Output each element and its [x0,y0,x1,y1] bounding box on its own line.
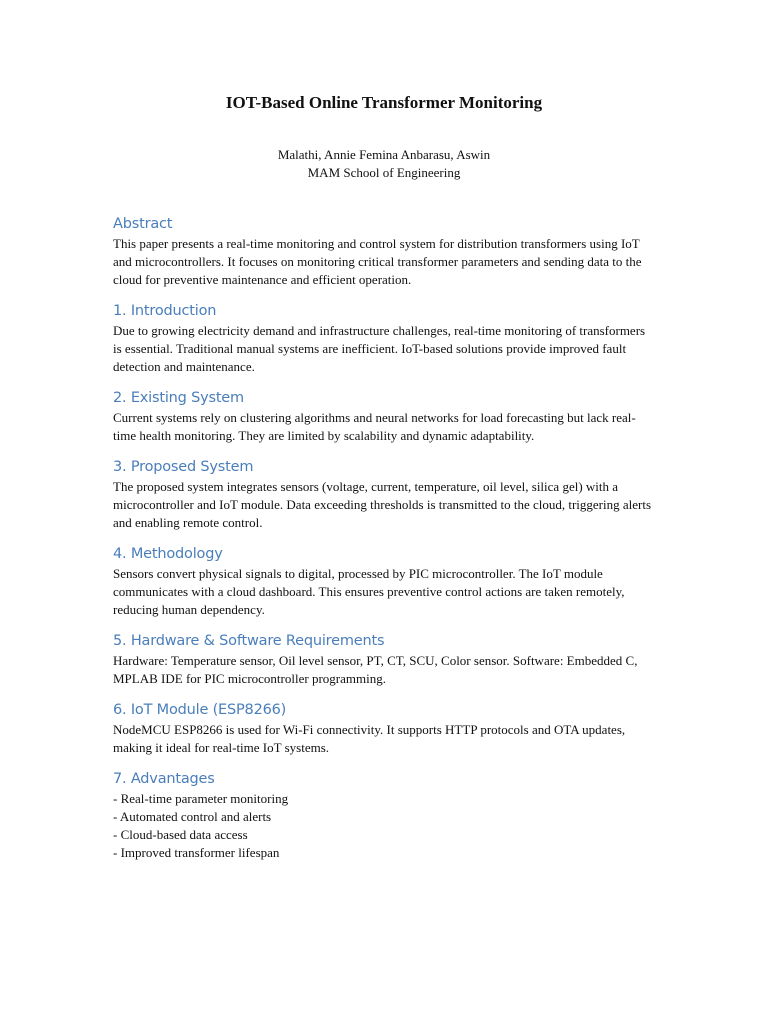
author-names: Malathi, Annie Femina Anbarasu, Aswin [277,147,491,162]
section-abstract [113,214,655,289]
section-text: Sensors convert physical signals to digital, processed by PIC microcontroller. The IoT module communicates with a cloud dashboard. This ensures preventive control actions are taken remotely, reducing human dependency. [113,566,625,617]
section-advantages [113,769,655,862]
list-item: - Improved transformer lifespan [113,845,280,860]
section-heading: 6. IoT Module (ESP8266) [113,702,287,718]
section-heading: 7. Advantages [113,771,215,787]
list-item: - Automated control and alerts [113,809,272,824]
section-heading: Abstract [113,216,173,232]
section-heading: 3. Proposed System [113,459,254,475]
section-text: Due to growing electricity demand and infrastructure challenges, real-time monitoring of transformers is essential. Traditional manual systems are inefficient. IoT-based solutions provide improved fault detection and maintenance. [113,323,646,374]
section-introduction [113,301,655,376]
section-text: Current systems rely on clustering algorithms and neural networks for load forecasting but lack real-time health monitoring. They are limited by scalability and dynamic adaptability. [113,410,636,443]
section-heading: 5. Hardware & Software Requirements [113,633,385,649]
section-existing-system [113,388,655,445]
section-text: Hardware: Temperature sensor, Oil level sensor, PT, CT, SCU, Color sensor. Software: Embedded C, MPLAB IDE for PIC microcontroller programming. [113,653,638,686]
author-affiliation: MAM School of Engineering [307,165,461,180]
section-proposed-system [113,457,655,532]
paper-title: IOT-Based Online Transformer Monitoring [225,93,543,112]
section-text: NodeMCU ESP8266 is used for Wi-Fi connectivity. It supports HTTP protocols and OTA updates, making it ideal for real-time IoT systems. [113,722,626,755]
list-item: - Cloud-based data access [113,827,248,842]
advantages-list [113,790,655,862]
section-heading: 1. Introduction [113,303,217,319]
section-heading: 4. Methodology [113,546,223,562]
author-block [113,146,655,182]
section-text: The proposed system integrates sensors (voltage, current, temperature, oil level, silica gel) with a microcontroller and IoT module. Data exceeding thresholds is transmitted to the cloud, triggering alerts and enabling remote control. [113,479,652,530]
list-item: - Real-time parameter monitoring [113,791,289,806]
paper-body [113,214,655,862]
section-heading: 2. Existing System [113,390,244,406]
section-methodology [113,544,655,619]
section-text: This paper presents a real-time monitoring and control system for distribution transformers using IoT and microcontrollers. It focuses on monitoring critical transformer parameters and sending data to the cloud for preventive maintenance and efficient operation. [113,236,642,287]
section-iot-module [113,700,655,757]
section-requirements [113,631,655,688]
